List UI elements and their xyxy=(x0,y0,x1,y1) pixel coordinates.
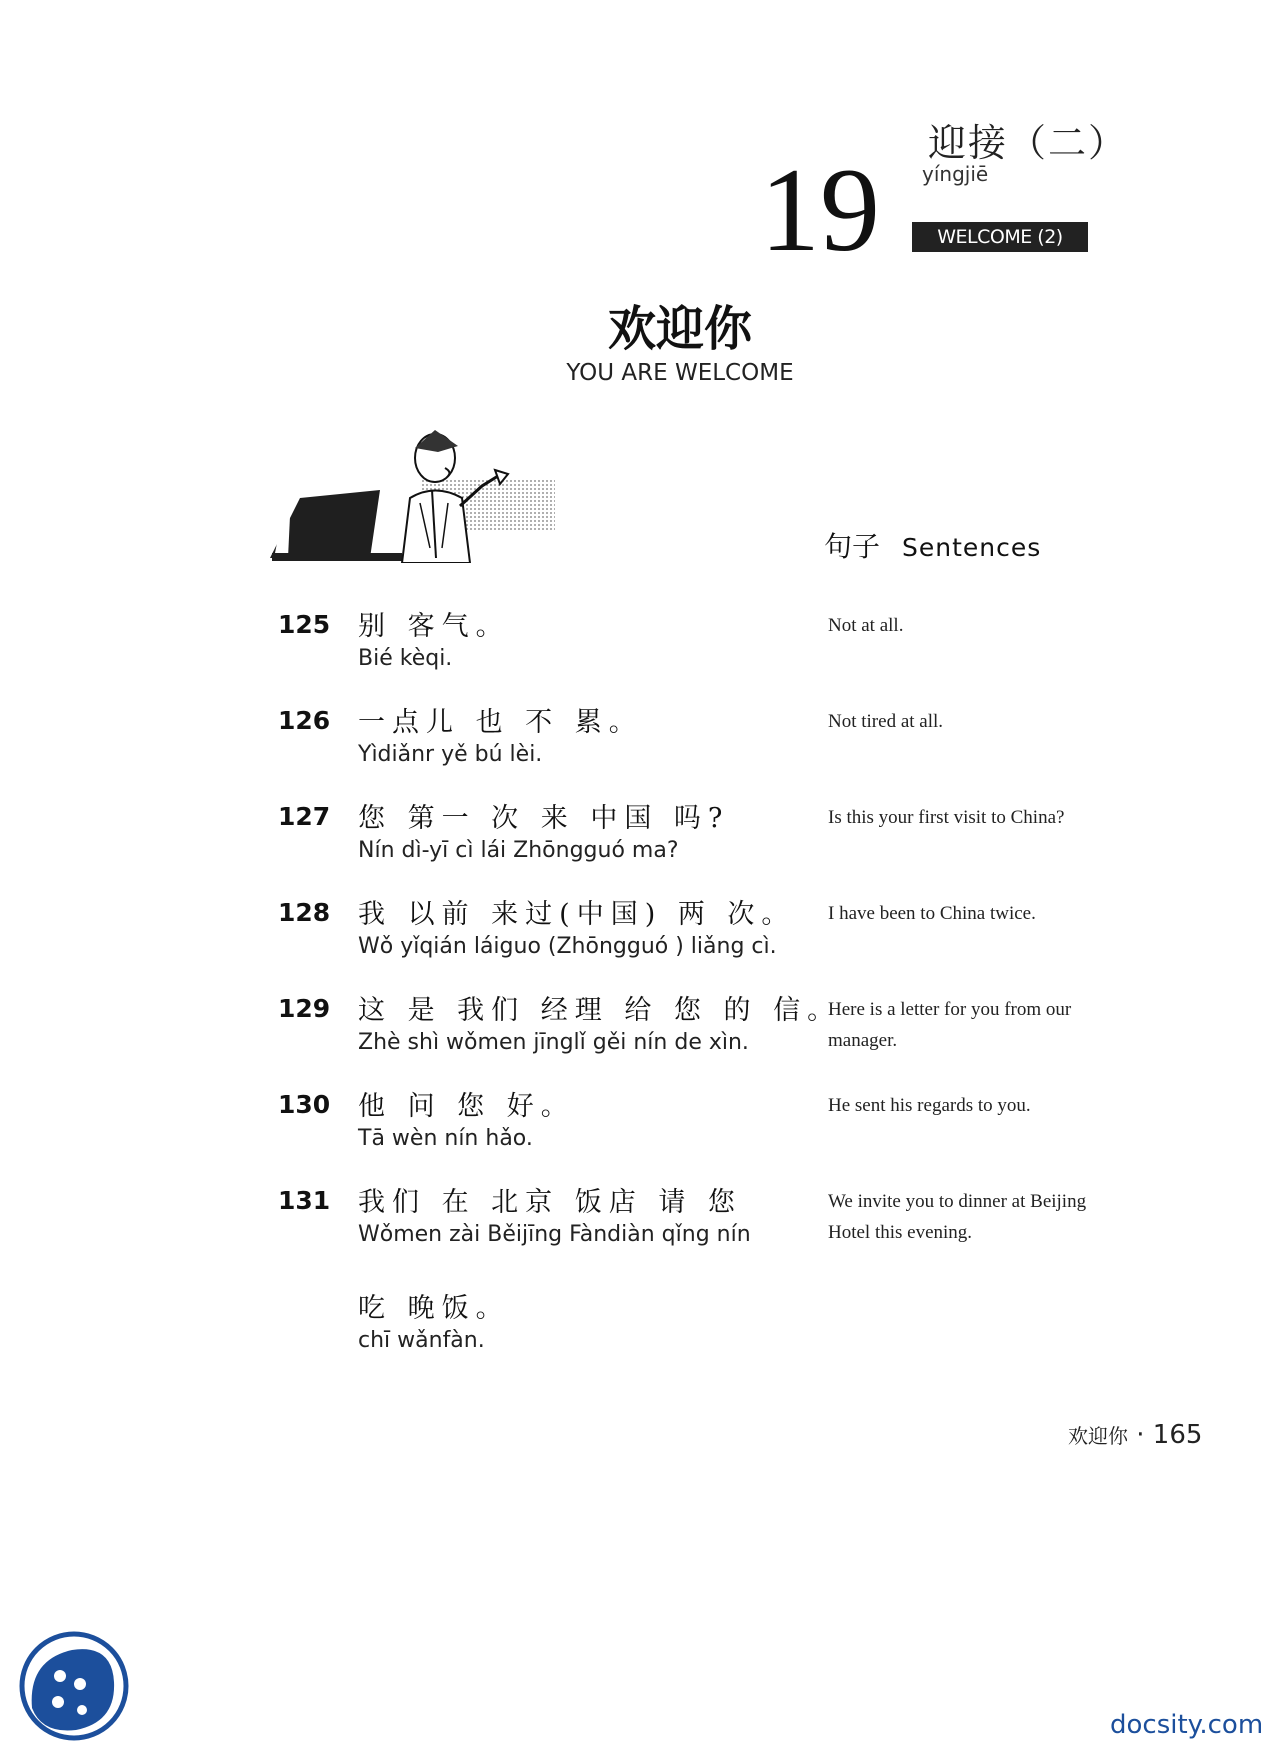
footer-separator: · xyxy=(1136,1420,1145,1450)
sentence-cn: 他 问 您 好。 xyxy=(358,1091,575,1122)
sentence-en: Is this your first visit to China? xyxy=(828,807,1065,828)
sentence-row xyxy=(278,1084,1108,1164)
sentence-number: 128 xyxy=(278,898,331,927)
sentence-cn: 我们 在 北京 饭店 请 您 xyxy=(358,1187,742,1218)
sentence-number: 127 xyxy=(278,802,331,831)
sentence-row xyxy=(278,700,1108,780)
sentence-pinyin: Nín dì-yī cì lái Zhōngguó ma? xyxy=(358,838,679,863)
docsity-logo-icon xyxy=(18,1630,130,1742)
sentence-cn: 别 客气。 xyxy=(358,611,510,642)
sentence-pinyin-continued: chī wǎnfàn. xyxy=(358,1328,485,1353)
sentence-cn-continued: 吃 晚饭。 xyxy=(358,1293,510,1324)
section-heading-en: Sentences xyxy=(902,533,1042,562)
sentence-row xyxy=(278,892,1108,972)
section-heading-cn: 句子 xyxy=(824,530,881,563)
sentence-number: 125 xyxy=(278,610,331,639)
chapter-pinyin: yíngjiē xyxy=(922,162,989,186)
sentence-en: Not tired at all. xyxy=(828,711,944,732)
sentence-number: 129 xyxy=(278,994,331,1023)
chapter-title-en: WELCOME (2) xyxy=(912,222,1088,252)
sentence-pinyin: Zhè shì wǒmen jīnglǐ gěi nín de xìn. xyxy=(358,1030,749,1055)
chapter-title-cn: 迎接（二） xyxy=(928,121,1129,165)
sentence-cn: 我 以前 来过(中国) 两 次。 xyxy=(358,899,796,930)
sentence-pinyin: Wǒmen zài Běijīng Fàndiàn qǐng nín xyxy=(358,1222,751,1247)
sentence-en: I have been to China twice. xyxy=(828,903,1036,924)
speaker-illustration xyxy=(270,428,560,563)
sentence-number: 131 xyxy=(278,1186,331,1215)
page-number: 165 xyxy=(1152,1420,1203,1450)
sentence-row xyxy=(278,604,1108,684)
chapter-number: 19 xyxy=(760,143,880,276)
sentence-pinyin: Bié kèqi. xyxy=(358,646,453,671)
sentence-row xyxy=(278,988,1108,1068)
watermark-link[interactable]: docsity.com xyxy=(1110,1710,1264,1740)
sentence-pinyin: Wǒ yǐqián láiguo (Zhōngguó ) liǎng cì. xyxy=(358,934,777,959)
section-heading xyxy=(824,525,1041,565)
sentence-number: 130 xyxy=(278,1090,331,1119)
sentence-en: Here is a letter for you from our manager. xyxy=(828,999,1072,1051)
sentence-cn: 您 第一 次 来 中国 吗? xyxy=(358,803,730,834)
sentence-pinyin: Tā wèn nín hǎo. xyxy=(358,1126,533,1151)
sentence-en: He sent his regards to you. xyxy=(828,1095,1031,1116)
lesson-title-cn: 欢迎你 xyxy=(607,301,752,357)
sentence-row xyxy=(278,796,1108,876)
lesson-title-en: YOU ARE WELCOME xyxy=(566,360,794,386)
sentence-cn: 一点儿 也 不 累。 xyxy=(358,707,643,738)
sentence-en: We invite you to dinner at Beijing Hotel this evening. xyxy=(828,1191,1087,1243)
sentence-number: 126 xyxy=(278,706,331,735)
footer-title: 欢迎你 xyxy=(1068,1424,1128,1448)
sentence-row xyxy=(278,1180,1108,1353)
sentence-en: Not at all. xyxy=(828,615,904,636)
sentence-cn: 这 是 我们 经理 给 您 的 信。 xyxy=(358,995,842,1026)
page-footer xyxy=(1068,1420,1202,1450)
sentence-pinyin: Yìdiǎnr yě bú lèi. xyxy=(358,742,543,767)
